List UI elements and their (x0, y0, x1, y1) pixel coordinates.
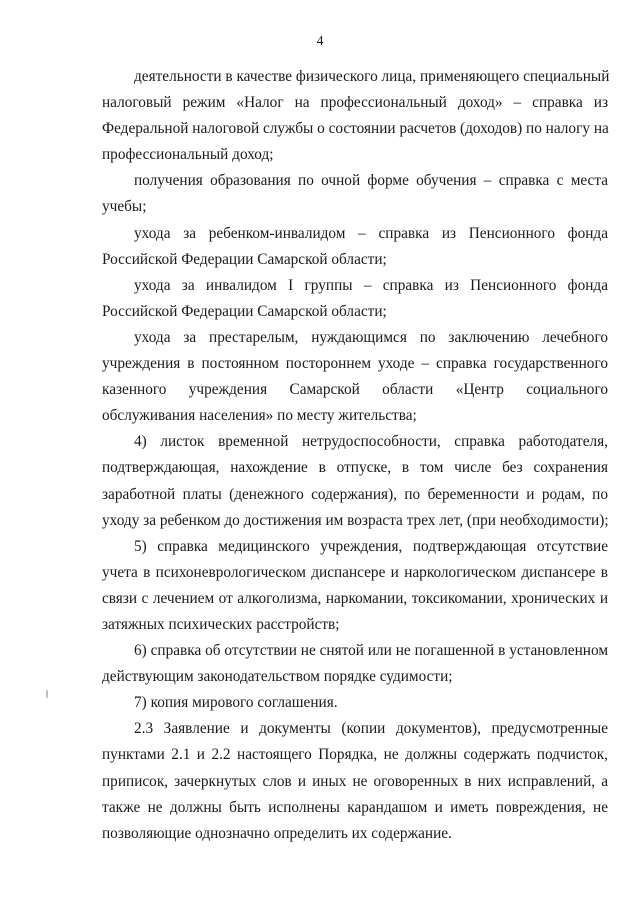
paragraph-item-4 (102, 429, 608, 533)
text-line: профессиональный доход; (102, 146, 274, 164)
paragraph-item-5 (102, 534, 608, 638)
text-line: подтверждающая, нахождение в отпуске, в том числе без сохранения (102, 459, 608, 477)
text-line: также не должны быть исполнены карандашом и иметь повреждения, не (102, 798, 608, 816)
paragraph-education (102, 168, 608, 220)
text-line: получения образования по очной форме обучения – справка с места (134, 172, 608, 190)
text-line: пунктами 2.1 и 2.2 настоящего Порядка, не должны содержать подчисток, (102, 746, 608, 764)
text-line: ухода за инвалидом I группы – справка из Пенсионного фонда (134, 276, 608, 294)
paragraph-elderly (102, 325, 608, 429)
text-line: 2.3 Заявление и документы (копии документов), предусмотренные (134, 720, 608, 738)
text-line: ухода за ребенком-инвалидом – справка из Пенсионного фонда (134, 224, 608, 242)
text-line: обслуживания населения» по месту жительства; (102, 407, 417, 425)
text-line: учебы; (102, 198, 147, 216)
text-line: затяжных психических расстройств; (102, 615, 340, 633)
paragraph-disabled-child (102, 221, 608, 273)
text-line: учета в психоневрологическом диспансере и наркологическом диспансере в (102, 563, 608, 581)
text-line: заработной платы (денежного содержания), по беременности и родам, по (102, 485, 608, 503)
paragraph-self-employed (102, 64, 608, 168)
paragraph-disabled-group1 (102, 273, 608, 325)
text-line: налоговый режим «Налог на профессиональный доход» – справка из (102, 94, 608, 112)
paragraph-item-7 (102, 690, 608, 716)
text-line: 4) листок временной нетрудоспособности, справка работодателя, (134, 433, 608, 451)
text-line: связи с лечением от алкоголизма, наркомании, токсикомании, хронических и (102, 589, 608, 607)
text-line: 5) справка медицинского учреждения, подтверждающая отсутствие (134, 537, 608, 555)
paragraph-item-6 (102, 638, 608, 690)
paragraph-item-2-3 (102, 716, 608, 846)
text-line: 7) копия мирового соглашения. (134, 694, 338, 712)
document-body (102, 64, 608, 847)
text-line: ухода за престарелым, нуждающимся по заключению лечебного (134, 328, 608, 346)
page-number: 4 (316, 34, 324, 49)
text-line: Российской Федерации Самарской области; (102, 250, 387, 268)
text-line: 6) справка об отсутствии не снятой или не погашенной в установленном (134, 642, 608, 660)
margin-mark (46, 690, 48, 698)
text-line: казенного учреждения Самарской области «Центр социального (102, 381, 608, 399)
text-line: уходу за ребенком до достижения им возраста трех лет, (при необходимости); (102, 511, 609, 529)
text-line: Российской Федерации Самарской области; (102, 302, 387, 320)
text-line: позволяющие однозначно определить их содержание. (102, 824, 452, 842)
text-line: учреждения в постоянном постороннем уходе – справка государственного (102, 355, 608, 373)
text-line: Федеральной налоговой службы о состоянии расчетов (доходов) по налогу на (102, 120, 609, 138)
text-line: действующим законодательством порядке судимости; (102, 668, 453, 686)
text-line: деятельности в качестве физического лица, применяющего специальный (134, 68, 610, 85)
text-line: приписок, зачеркнутых слов и иных не оговоренных в них исправлений, а (102, 772, 608, 790)
